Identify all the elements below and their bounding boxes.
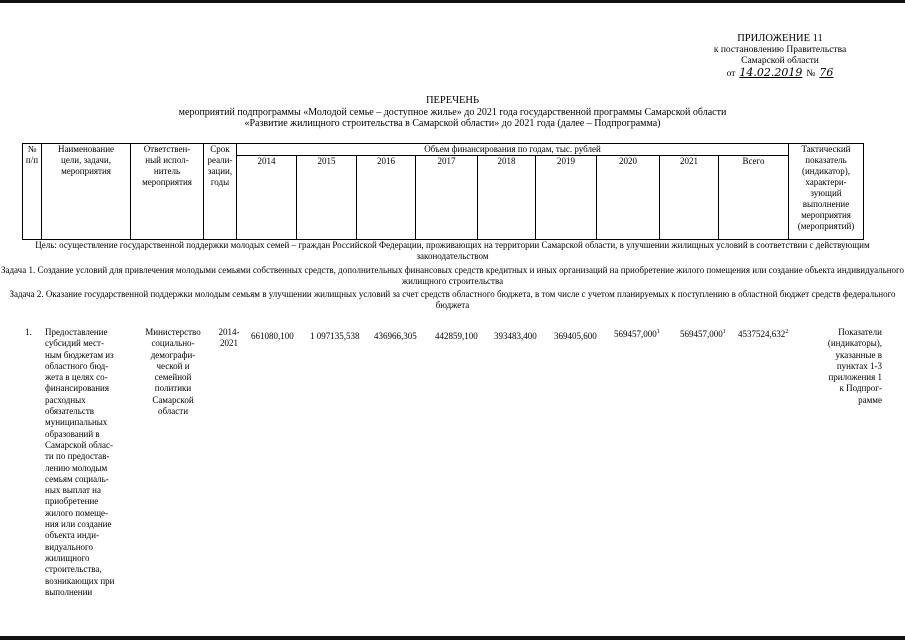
value-2016: 436966,305 — [374, 331, 417, 341]
row-indicator — [806, 327, 882, 406]
row-resp-line: Самарской — [152, 394, 194, 405]
row-name-line: объекта инди- — [45, 530, 100, 541]
row-name-line: жилого помеще- — [45, 507, 108, 518]
row-indicator-line: Показатели — [838, 327, 882, 337]
row-resp-line: семейной — [154, 372, 192, 383]
header-year: 2017 — [416, 156, 478, 240]
row-number: 1. — [25, 327, 32, 337]
value-2018: 393483,400 — [494, 331, 537, 341]
row-name-line: приобретение — [45, 496, 99, 507]
row-name-line: ния или создание — [45, 519, 112, 530]
row-term-line: 2021 — [220, 338, 238, 349]
number-prefix: № — [806, 69, 816, 79]
row-name-line: лению молодым — [45, 462, 108, 473]
row-name-line: субсидий мест- — [45, 338, 104, 349]
row-name-line: муниципальных — [45, 417, 108, 428]
header-year: 2020 — [597, 156, 660, 240]
row-name-line: Предоставление — [45, 327, 108, 337]
row-indicator-line: приложения 1 — [828, 372, 882, 383]
title-heading: ПЕРЕЧЕНЬ — [425, 95, 480, 106]
appendix-line2: Самарской области — [741, 56, 819, 66]
row-resp-line: ческой и — [156, 360, 190, 371]
row-indicator-line: рамме — [858, 394, 882, 405]
title-line1: мероприятий подпрограммы «Молодой семье – доступное жилье» до 2021 года государственной программы Самарской области — [178, 106, 727, 118]
footnote-mark: 1 — [656, 329, 660, 335]
appendix-title: ПРИЛОЖЕНИЕ 11 — [737, 33, 823, 44]
row-resp-line: области — [157, 406, 189, 417]
value-2020: 569457,000$^1$ — [614, 329, 660, 339]
row-name-line: строительства, — [45, 564, 102, 575]
header-year: 2019 — [536, 156, 597, 240]
scan-edge-bottom — [0, 636, 905, 640]
value-total: 4537524,632$^2$ — [738, 329, 789, 339]
row-name-line: возникающих при — [45, 575, 115, 586]
value-2019: 369405,600 — [554, 331, 597, 341]
scan-edge-top — [0, 0, 905, 3]
footnote-mark: 2 — [785, 329, 789, 335]
date-prefix: от — [726, 69, 736, 79]
row-name-line: ти по предостав- — [45, 451, 110, 462]
header-total: Всего — [719, 156, 789, 240]
row-name-line: видуального — [45, 541, 93, 552]
header-year: 2018 — [478, 156, 536, 240]
appendix-date-line — [695, 67, 865, 80]
row-name-line: ным бюджетам из — [45, 349, 114, 360]
header-num: № п/п — [23, 144, 42, 240]
row-term-line: 2014- — [218, 327, 240, 337]
row-resp-line: Министерство — [145, 327, 201, 337]
row-resp-line: социально- — [151, 338, 195, 349]
row-name-line: Самарской облас- — [45, 439, 113, 450]
row-term — [212, 327, 246, 350]
row-name-line: ных выплат на — [45, 485, 101, 496]
row-name-line: семьям социаль- — [45, 473, 109, 484]
header-term: Срок реали-зации, годы — [204, 144, 237, 240]
value-2014: 661080,100 — [251, 331, 294, 341]
row-name-line: обязательств — [45, 406, 95, 417]
value-2017: 442859,100 — [435, 331, 478, 341]
header-table — [22, 143, 864, 240]
row-resp-line: политики — [154, 383, 192, 394]
row-name-line: расходных — [45, 394, 86, 405]
row-resp-line: демографи- — [150, 349, 196, 360]
header-year: 2021 — [660, 156, 719, 240]
header-funding: Объем финансирования по годам, тыс. рублей — [237, 144, 789, 156]
title-line2: «Развитие жилищного строительства в Самарской области» до 2021 года (далее – Подпрограмма) — [244, 118, 661, 129]
header-year: 2014 — [237, 156, 297, 240]
header-name: Наименование цели, задачи, мероприятия — [42, 144, 131, 240]
header-indicator: Тактический показатель (индикатор), характери-зующий выполнение мероприятия (мероприятий) — [789, 144, 864, 240]
row-indicator-line: пунктах 1-3 — [836, 360, 882, 371]
handwritten-date: 14.02.2019 — [739, 66, 803, 79]
row-name — [45, 327, 135, 598]
header-year: 2015 — [297, 156, 357, 240]
row-name-line: жета в целях со- — [45, 372, 108, 383]
appendix-line1: к постановлению Правительства — [713, 45, 847, 55]
row-indicator-line: указанные в — [835, 349, 882, 360]
task1-text: Задача 1. Создание условий для привлечения молодыми семьями собственных средств, дополнительных финансовых средств кредитных и иных организаций на приобретение жилого помещения или создание объекта индивидуального жилищного строительства — [0, 265, 905, 286]
row-indicator-line: (индикаторы), — [827, 338, 882, 349]
footnote-mark: 1 — [722, 329, 726, 335]
header-responsible: Ответствен-ный испол-нитель мероприятия — [131, 144, 204, 240]
value-2021: 569457,000$^1$ — [680, 329, 726, 339]
row-responsible — [130, 327, 216, 417]
row-name-line: областного бюд- — [45, 360, 109, 371]
row-indicator-line: к Подпрог- — [839, 383, 882, 394]
task2-text: Задача 2. Оказание государственной поддержки молодым семьям в улучшении жилищных условий за счет средств областного бюджета, в том числе с учетом планируемых к поступлению в областной бюджет средств федерального бюджета — [9, 289, 896, 310]
goal-text: Цель: осуществление государственной поддержки молодых семей – граждан Российской Федерации, проживающих на территории Самарской области, в улучшении жилищных условий в соответствии с действующим законодательством — [35, 240, 870, 261]
appendix-stamp — [695, 33, 865, 80]
row-name-line: образований в — [45, 428, 100, 439]
document-title — [0, 95, 905, 130]
row-name-line: выполнении — [45, 586, 93, 597]
value-2015: 1 097135,538 — [310, 331, 360, 341]
row-name-line: жилищного — [45, 552, 90, 563]
handwritten-number: 76 — [819, 66, 834, 79]
row-name-line: финансирования — [45, 383, 109, 394]
header-year: 2016 — [357, 156, 416, 240]
